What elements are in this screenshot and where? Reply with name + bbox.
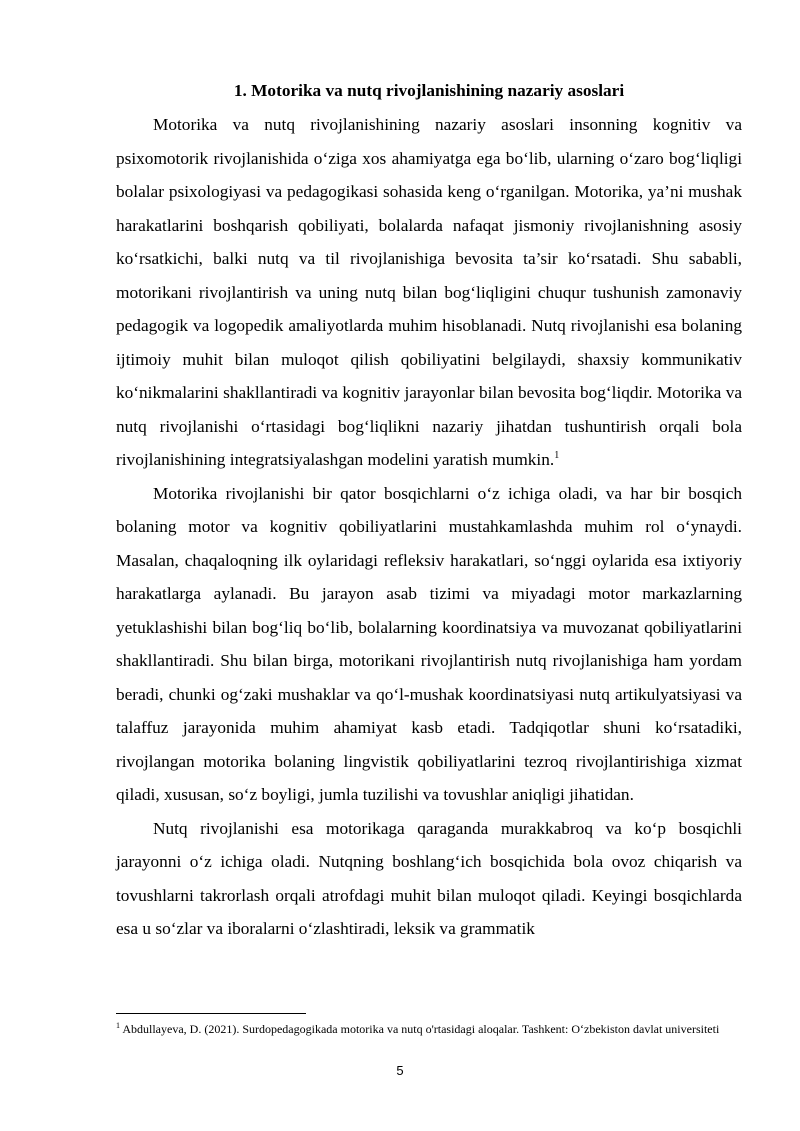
footnote-text: Abdullayeva, D. (2021). Surdopedagogikada motorika va nutq o'rtasidagi aloqalar. Tashkent: O‘zbekiston davlat universiteti: [122, 1022, 720, 1036]
paragraph-1-text: Motorika va nutq rivojlanishining nazariy asoslari insonning kognitiv va psixomotorik rivojlanishida o‘ziga xos ahamiyatga ega bo‘lib, ularning o‘zaro bog‘liqligi bolalar psixologiyasi va pedagogikasi sohasida keng o‘rganilgan. Motorika, ya’ni mushak harakatlarini boshqarish qobiliyati, bolalarda nafaqat jismoniy rivojlanishning asosiy ko‘rsatkichi, balki nutq va til rivojlanishiga bevosita ta’sir ko‘rsatadi. Shu sababli, motorikani rivojlantirish va uning nutq bilan bog‘liqligini chuqur tushunish zamonaviy pedagogik va logopedik amaliyotlarda muhim hisoblanadi. Nutq rivojlanishi esa bolaning ijtimoiy muhit bilan muloqot qilish qobiliyatini belgilaydi, shaxsiy kommunikativ ko‘nikmalarini shakllantiradi va kognitiv jarayonlar bilan bevosita bog‘liqdir. Motorika va nutq rivojlanishi o‘rtasidagi bog‘liqlikni nazariy jihatdan tushuntirish orqali bola rivojlanishining integratsiyalashgan modelini yaratish mumkin.: [116, 115, 742, 469]
page-body: [116, 74, 742, 946]
paragraph-2: Motorika rivojlanishi bir qator bosqichlarni o‘z ichiga oladi, va har bir bosqich bolaning motor va kognitiv qobiliyatlarini mustahkamlashda muhim rol o‘ynaydi. Masalan, chaqaloqning ilk oylaridagi refleksiv harakatlari, so‘nggi oylarida esa ixtiyoriy harakatlarga aylanadi. Bu jarayon asab tizimi va miyadagi motor markazlarning yetuklashishi bilan bog‘liq bo‘lib, bolalarning koordinatsiya va muvozanat qobiliyatlarini shakllantiradi. Shu bilan birga, motorikani rivojlantirish nutq rivojlanishiga ham yordam beradi, chunki og‘zaki mushaklar va qo‘l-mushak koordinatsiyasi nutq artikulyatsiyasi va talaffuz jarayonida muhim ahamiyat kasb etadi. Tadqiqotlar shuni ko‘rsatadiki, rivojlangan motorika bolaning lingvistik qobiliyatlarini tezroq rivojlantirishiga xizmat qiladi, xususan, so‘z boyligi, jumla tuzilishi va tovushlar aniqligi jihatidan.: [116, 483, 742, 804]
footnote-number: 1: [116, 1021, 120, 1030]
footnote-reference[interactable]: 1: [554, 450, 560, 462]
footnote: [116, 1021, 742, 1038]
footnote-separator: [116, 1013, 306, 1014]
paragraph-1: [116, 108, 742, 477]
paragraph-3: Nutq rivojlanishi esa motorikaga qaraganda murakkabroq va ko‘p bosqichli jarayonni o‘z ichiga oladi. Nutqning boshlang‘ich bosqichida bola ovoz chiqarish va tovushlarni takrorlash orqali atrofdagi muhit bilan muloqot qiladi. Keyingi bosqichlarda esa u so‘zlar va iboralarni o‘zlashtiradi, leksik va grammatik: [116, 818, 742, 938]
section-heading: 1. Motorika va nutq rivojlanishining nazariy asoslari: [233, 81, 625, 100]
page-number: 5: [396, 1063, 404, 1078]
